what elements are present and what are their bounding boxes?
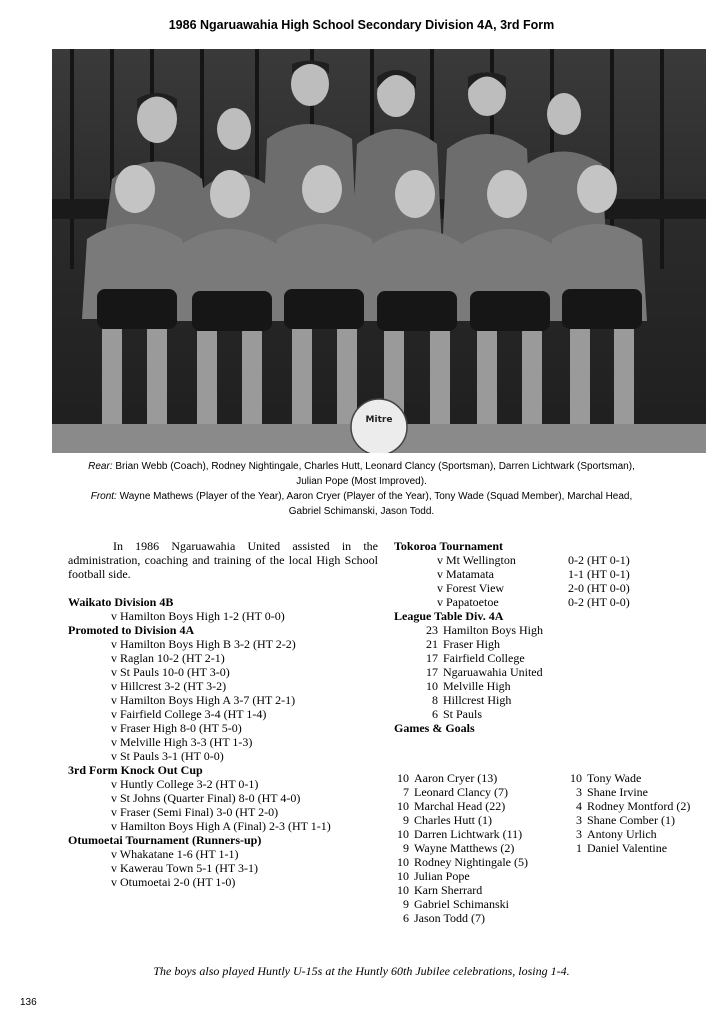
player-row [564,785,690,799]
tokoroa-row [394,581,630,595]
otumoetai-results [68,847,331,889]
league-team: Fraser High [443,637,500,651]
caption-rear: Rear: Brian Webb (Coach), Rodney Nightingale, Charles Hutt, Leonard Clancy (Sportsman), Darren Lichtwark (Sportsman), Julian Pope (Most Improved). [88,461,635,487]
league-row [394,623,543,637]
player-name: Charles Hutt (1) [414,813,492,827]
result-line: v Hamilton Boys High 1-2 (HT 0-0) [111,609,285,623]
player-row [391,855,528,869]
player-name: Shane Irvine [587,785,648,799]
results-right-column [394,539,630,735]
player-row [391,813,528,827]
league-row [394,665,543,679]
games-played: 4 [576,799,582,813]
result-line: v St Pauls 10-0 (HT 3-0) [111,665,230,679]
games-played: 10 [397,869,409,883]
caption-front: Front: Wayne Mathews (Player of the Year), Aaron Cryer (Player of the Year), Tony Wade (Squad Member), Marchal Head, Gabriel Schimanski, Jason Todd. [90,491,633,517]
player-name: Karn Sherrard [414,883,483,897]
result-line: v Otumoetai 2-0 (HT 1-0) [111,875,236,889]
player-name: Aaron Cryer (13) [414,771,498,785]
waikato-results [68,609,331,623]
intro-paragraph: In 1986 Ngaruawahia United assisted in the administration, coaching and training of the local High School football side. [68,539,378,581]
promoted-results [68,637,331,763]
league-points: 17 [426,665,438,679]
player-row [391,911,528,925]
section-heading: Waikato Division 4B [68,595,174,609]
player-name: Daniel Valentine [587,841,668,855]
league-row [394,679,543,693]
result-line: v Huntly College 3-2 (HT 0-1) [111,777,259,791]
ball-brand-text: Mitre [365,415,393,425]
league-points: 8 [432,693,438,707]
player-name: Rodney Nightingale (5) [414,855,528,869]
player-row [391,799,528,813]
player-name: Marchal Head (22) [414,799,506,813]
cup-results [68,777,331,833]
result-line: v Hamilton Boys High A (Final) 2-3 (HT 1-1) [111,819,331,833]
games-played: 1 [576,841,582,855]
league-team: Melville High [443,679,511,693]
games-played: 9 [403,841,409,855]
games-played: 6 [403,911,409,925]
player-name: Leonard Clancy (7) [414,785,508,799]
result-line: v Hamilton Boys High B 3-2 (HT 2-2) [111,637,296,651]
opponent: v Forest View [437,581,505,595]
tokoroa-row [394,595,630,609]
player-row [564,771,690,785]
player-row [391,771,528,785]
player-row [391,841,528,855]
tokoroa-results [394,553,630,609]
player-row [564,799,690,813]
result-line: v Whakatane 1-6 (HT 1-1) [111,847,239,861]
player-row [391,827,528,841]
opponent: v Matamata [437,567,494,581]
games-played: 10 [570,771,582,785]
league-team: Hillcrest High [443,693,512,707]
games-goals-list-b [564,771,690,855]
section-heading: League Table Div. 4A [394,609,504,623]
result-line: v Hamilton Boys High A 3-7 (HT 2-1) [111,693,296,707]
opponent: v Papatoetoe [437,595,499,609]
games-played: 10 [397,883,409,897]
score: 0-2 (HT 0-1) [568,553,630,567]
tokoroa-row [394,567,630,581]
league-row [394,693,543,707]
league-team: St Pauls [443,707,483,721]
player-name: Shane Comber (1) [587,813,675,827]
games-goals-list-a [391,771,528,925]
league-team: Fairfield College [443,651,525,665]
player-name: Darren Lichtwark (11) [414,827,523,841]
score: 2-0 (HT 0-0) [568,581,630,595]
player-row [564,841,690,855]
player-name: Rodney Montford (2) [587,799,691,813]
player-row [564,813,690,827]
result-line: v Fraser High 8-0 (HT 5-0) [111,721,242,735]
result-line: v Fairfield College 3-4 (HT 1-4) [111,707,267,721]
team-photo-image [52,49,706,453]
league-points: 6 [432,707,438,721]
games-played: 10 [397,799,409,813]
league-row [394,651,543,665]
page-title: 1986 Ngaruawahia High School Secondary Division 4A, 3rd Form [168,18,555,32]
player-name: Antony Urlich [587,827,657,841]
player-row [391,897,528,911]
games-played: 10 [397,855,409,869]
score: 1-1 (HT 0-1) [568,567,630,581]
section-heading: Promoted to Division 4A [68,623,195,637]
player-name: Tony Wade [587,771,642,785]
result-line: v Melville High 3-3 (HT 1-3) [111,735,253,749]
games-played: 3 [576,813,582,827]
section-heading: Tokoroa Tournament [394,539,504,553]
league-points: 17 [426,651,438,665]
league-team: Ngaruawahia United [443,665,543,679]
league-row [394,707,543,721]
result-line: v Fraser (Semi Final) 3-0 (HT 2-0) [111,805,279,819]
opponent: v Mt Wellington [437,553,516,567]
footer-note: The boys also played Huntly U-15s at the Huntly 60th Jubilee celebrations, losing 1-4. [153,964,570,978]
team-photo [52,49,706,453]
player-name: Julian Pope [414,869,470,883]
league-table [394,623,543,721]
result-line: v St Pauls 3-1 (HT 0-0) [111,749,224,763]
player-row [564,827,690,841]
score: 0-2 (HT 0-0) [568,595,630,609]
league-row [394,637,543,651]
league-points: 21 [426,637,438,651]
player-name: Gabriel Schimanski [414,897,509,911]
player-row [391,883,528,897]
games-played: 3 [576,827,582,841]
games-played: 10 [397,771,409,785]
page-number: 136 [20,997,37,1008]
player-row [391,869,528,883]
section-heading: Games & Goals [394,721,475,735]
result-line: v Raglan 10-2 (HT 2-1) [111,651,225,665]
section-heading: Otumoetai Tournament (Runners-up) [68,833,262,847]
league-points: 23 [426,623,438,637]
player-name: Wayne Matthews (2) [414,841,515,855]
result-line: v Hillcrest 3-2 (HT 3-2) [111,679,227,693]
games-played: 9 [403,897,409,911]
league-points: 10 [426,679,438,693]
player-row [391,785,528,799]
league-team: Hamilton Boys High [443,623,544,637]
result-line: v Kawerau Town 5-1 (HT 3-1) [111,861,259,875]
section-heading: 3rd Form Knock Out Cup [68,763,203,777]
results-left-column [68,595,331,889]
result-line: v St Johns (Quarter Final) 8-0 (HT 4-0) [111,791,301,805]
games-played: 7 [403,785,409,799]
player-name: Jason Todd (7) [414,911,485,925]
games-played: 9 [403,813,409,827]
tokoroa-row [394,553,630,567]
games-played: 10 [397,827,409,841]
games-played: 3 [576,785,582,799]
